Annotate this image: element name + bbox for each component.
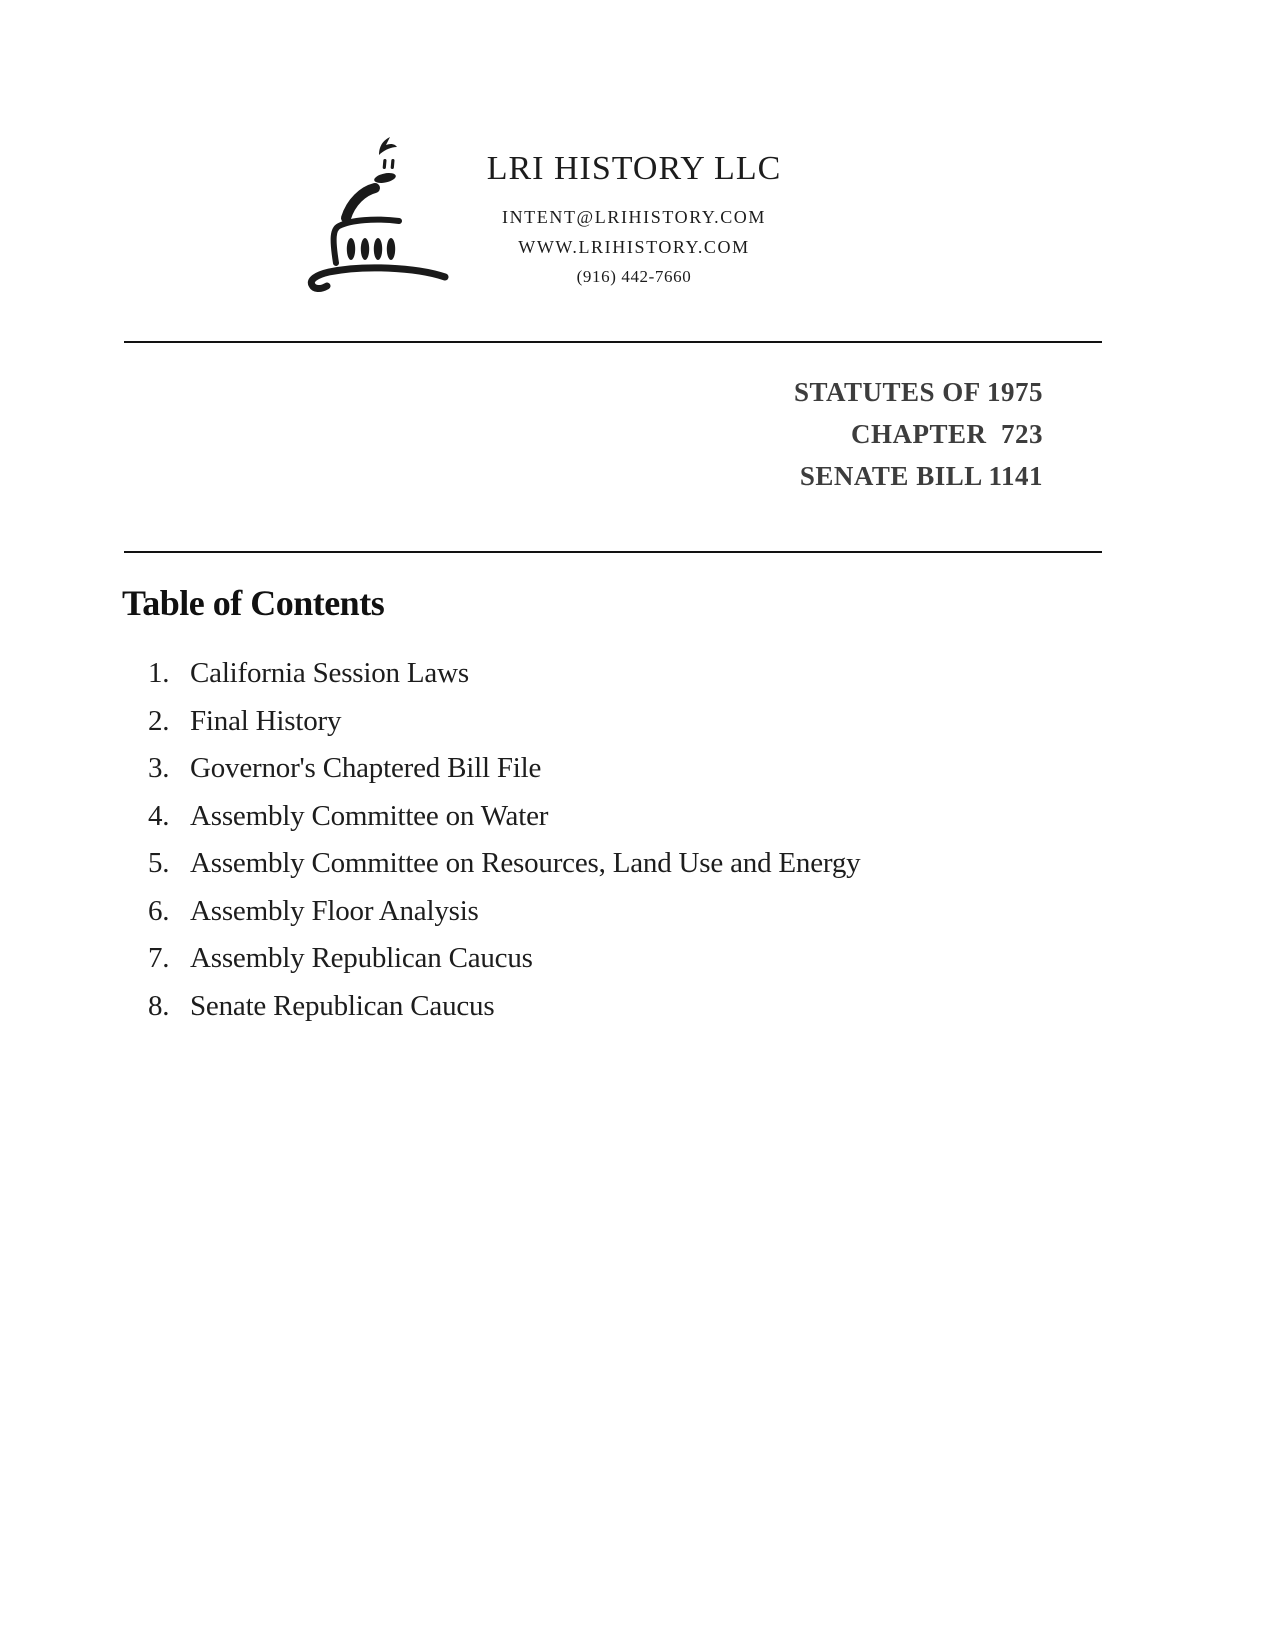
- statute-reference: [794, 371, 1043, 497]
- toc-item-label: Assembly Republican Caucus: [190, 942, 533, 975]
- company-email: INTENT@LRIHISTORY.COM: [501, 207, 767, 227]
- toc-item: [148, 745, 860, 793]
- company-website: WWW.LRIHISTORY.COM: [518, 237, 750, 257]
- divider-bottom: [124, 551, 1102, 553]
- toc-item-label: Final History: [190, 704, 342, 737]
- statute-line-senate-bill: SENATE BILL 1141: [799, 461, 1043, 491]
- toc-item-number: 6.: [148, 894, 170, 927]
- toc-item-label: California Session Laws: [190, 657, 469, 690]
- capitol-dome-logo-icon: [303, 128, 453, 296]
- toc-title: Table of Contents: [122, 583, 385, 623]
- toc-list: [148, 650, 860, 1030]
- toc-item: [148, 793, 860, 841]
- toc-item-label: Assembly Floor Analysis: [190, 894, 479, 927]
- company-phone: (916) 442-7660: [576, 267, 692, 286]
- toc-item-number: 1.: [148, 657, 170, 690]
- toc-item-number: 4.: [148, 799, 170, 832]
- statute-line-statutes: STATUTES OF 1975: [793, 377, 1043, 407]
- toc-item-label: Senate Republican Caucus: [190, 989, 495, 1022]
- toc-item: [148, 888, 860, 936]
- toc-item-label: Assembly Committee on Resources, Land Use and Energy: [190, 847, 861, 880]
- toc-item: [148, 698, 860, 746]
- toc-item-number: 3.: [148, 752, 170, 785]
- toc-item: [148, 935, 860, 983]
- toc-item: [148, 983, 860, 1031]
- statute-line-chapter: CHAPTER 723: [850, 419, 1043, 449]
- company-info: [434, 150, 834, 292]
- toc-item-number: 5.: [148, 847, 170, 880]
- company-name: LRI HISTORY LLC: [486, 150, 782, 187]
- toc-item: [148, 840, 860, 888]
- toc-item-label: Governor's Chaptered Bill File: [190, 752, 542, 785]
- toc-item-label: Assembly Committee on Water: [190, 799, 549, 832]
- toc-item-number: 8.: [148, 989, 170, 1022]
- toc-item-number: 7.: [148, 942, 170, 975]
- divider-top: [124, 341, 1102, 343]
- toc-item: [148, 650, 860, 698]
- toc-item-number: 2.: [148, 704, 170, 737]
